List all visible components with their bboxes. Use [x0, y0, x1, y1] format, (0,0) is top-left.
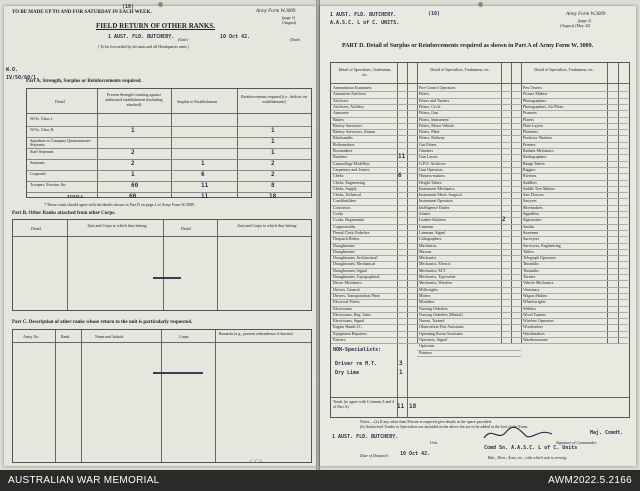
part-d-row-line — [521, 167, 628, 168]
part-d-trade: Despatch Riders — [333, 236, 360, 242]
part-d-trade: Plate Layers — [523, 122, 543, 128]
part-d-row-line — [521, 180, 628, 181]
date-label: (Date) — [290, 37, 301, 42]
part-d-trade: Draughtsmen, Signal — [333, 267, 367, 273]
part-d-trade: Armament Artificers — [333, 91, 367, 97]
part-d-trade: Plumbers — [523, 129, 539, 135]
non-specialist-surplus: 3 — [399, 360, 403, 367]
side-reference: W.O. IV/50/60/1. — [6, 67, 40, 81]
part-d-row-line — [521, 198, 628, 199]
part-d-trade: Draughtsmen — [333, 248, 355, 254]
part-a-row-line — [27, 181, 311, 182]
part-a-row-line — [27, 159, 311, 160]
part-c-col-army-no: Army No. — [23, 334, 40, 339]
part-a-strength: 1 — [131, 127, 135, 134]
part-b-col-unit: Unit and Corps to which they belong — [87, 223, 147, 228]
part-a-row-label: W.Os. Class II. — [30, 127, 55, 132]
part-d-trade: Fitters, Plant — [419, 129, 440, 135]
part-d-trade: Electricians, Reg. Units — [333, 311, 371, 317]
part-a-note: * These totals should agree with the details shown in Part D on page 2 of Army Form W.3009. — [44, 202, 195, 207]
part-d-trade: Equipment Repairers — [333, 330, 367, 336]
part-d-trade: Painters — [419, 349, 432, 355]
part-d-trade: Woodcutters — [523, 324, 544, 330]
part-d-trade: Instrument Operators — [419, 198, 454, 204]
part-d-trade: Nurses, Trained — [419, 318, 445, 324]
part-d-trade: Clerks, Engineering — [333, 179, 365, 185]
part-c-col-corps: Corps — [179, 334, 189, 339]
part-d-trade: Fitters and Turners — [419, 97, 450, 103]
part-d-trade: Electrical Fitters — [333, 299, 360, 305]
part-d-trade: Draughtsmen, Topographical — [333, 274, 380, 279]
part-d-trade: Photographers, Air Photo — [523, 103, 564, 109]
part-d-trade: Mechanics — [419, 255, 437, 261]
part-d-trade: Leather Stitchers — [419, 217, 447, 223]
part-d-trade: Fitters, Instrument — [419, 116, 449, 122]
part-d-trade: Battery Surveyors, Ammn. — [333, 129, 376, 135]
signature-unit: 1 AUST. FLD. BUTCHERY. — [332, 434, 399, 440]
form-page: (page 1) — [282, 15, 296, 20]
right-form-page: (page 2) — [578, 18, 592, 23]
part-d-trade: Wood Turners — [523, 311, 546, 317]
part-d-trade: Surveyors — [523, 236, 540, 242]
part-d-row-line — [521, 110, 628, 111]
part-b-col-detail-2: Detail — [181, 226, 191, 231]
right-form-date: (August) (May 42) — [560, 23, 591, 28]
part-d-row-line — [417, 350, 521, 351]
part-d-trade: Wheelwrights — [523, 299, 546, 305]
part-a-reinforcements: 2 — [271, 160, 275, 167]
part-d-row-line — [417, 293, 521, 294]
part-d-trade: Wireless Operators — [523, 318, 554, 324]
part-d-trade: Signwriters — [523, 217, 542, 223]
part-d-trade: Farriers — [333, 337, 346, 342]
part-b-col-detail: Detail — [31, 226, 41, 231]
signature-label: Signature of Commander. — [556, 440, 597, 445]
part-d-trade: Lithographers — [419, 236, 442, 242]
part-d-trade: Miners — [419, 292, 431, 298]
nil-dash-mark-2 — [153, 372, 203, 374]
part-d-trade: Veterinary — [523, 286, 540, 292]
part-a-totals-label: TOTALS — [67, 194, 83, 199]
signature-rank: Maj. Comdt. — [590, 430, 624, 436]
note-a: Notes.—(a) If any other than Private is required give details in the space provided. — [360, 419, 493, 424]
part-d-trade: Range Takers — [523, 160, 545, 166]
part-d-trade: Butchers — [333, 154, 348, 160]
part-d-trade: Tinsmiths — [523, 261, 539, 267]
col-detail: Detail — [55, 99, 65, 104]
d-col2-header: Detail of Specialists, Tradesmen, etc. — [430, 67, 490, 72]
unit-line: 1 AUST. FLD. BUTCHERY. — [108, 34, 175, 40]
part-d-trade: Mechanics, Typewriter — [419, 274, 456, 279]
part-d-trade: Sawyers — [523, 198, 537, 204]
part-d-trade: Observation Post Assistants — [419, 324, 464, 330]
part-d-trade: Cooks — [333, 211, 344, 216]
part-d-trade: Intelligence Duties — [419, 204, 450, 210]
formation-label: Bde., Divn., Area, etc., with which unit is serving — [488, 455, 567, 460]
part-d-trade: Nursing Orderlies — [419, 305, 448, 311]
part-d-trade: Pest Testers — [523, 85, 542, 90]
part-d-trade: Watchmakers — [523, 330, 545, 336]
part-d-row-line — [331, 211, 417, 212]
part-d-trade: Height Takers — [419, 179, 442, 185]
col-surplus: Surplus to Establishment — [177, 99, 217, 104]
formation: Comd Sn. A.A.S.C. L of C. Units — [484, 445, 578, 451]
part-b-table — [12, 219, 312, 311]
right-unit-line: 1 AUST. FLD. BUTCHERY. — [330, 12, 397, 18]
part-a-row-line — [27, 126, 311, 127]
part-d-trade: Welders — [523, 305, 537, 311]
part-d-trade: Joiners — [419, 211, 431, 216]
part-d-row-line — [417, 249, 521, 250]
part-a-row-label: Corporals — [30, 171, 46, 176]
part-c-col-remarks: Remarks (e.g., present whereabouts if known) — [219, 331, 293, 336]
part-d-trade: Camouflage Modellers — [333, 160, 370, 166]
page-number: (10) — [122, 4, 135, 10]
part-d-trade: Clerks, Technical — [333, 192, 361, 198]
part-c-col-name: Name and Initials — [95, 334, 124, 339]
part-d-trade: Saddlers — [523, 179, 537, 185]
part-d-trade: Electricians, Signal — [333, 318, 365, 324]
col-strength: Present Strength counting against authorised establishment (including attached) — [105, 92, 163, 107]
part-d-trade: Bootmakers — [333, 148, 353, 153]
part-d-trade: Instrument Mech. Surgical — [419, 192, 462, 198]
form-title: FIELD RETURN OF OTHER RANKS. — [96, 22, 215, 30]
part-a-reinforcements: 1 — [271, 138, 275, 145]
part-d-trade: Mechanics, Wireless — [419, 280, 453, 286]
part-d-trade: Fire Control Operators — [419, 85, 456, 90]
part-d-trade: Predictor Workers — [523, 135, 553, 141]
part-d-row-line — [417, 356, 521, 357]
part-d-trade: Tailors — [523, 248, 535, 254]
part-a-strength: 1 — [131, 171, 135, 178]
nil-dash-mark — [153, 277, 181, 279]
part-d-trade: Gun Layers — [419, 154, 438, 160]
part-c-heading: Part C. Description of other ranks whose return to the unit is particularly requested. — [12, 320, 193, 325]
part-d-trade: Harness-makers — [419, 173, 445, 179]
part-d-trade: Fitters, Motor Vehicle — [419, 122, 455, 128]
part-d-trade: Moulders — [419, 299, 435, 305]
part-a-surplus: 11 — [201, 182, 209, 189]
part-d-trade: Operating Room Assistants — [419, 330, 463, 336]
right-form-number: Army Form W.3009 — [566, 12, 606, 17]
part-d-trade: Electricians — [333, 305, 352, 311]
part-d-trade: Battery Surveyors — [333, 122, 362, 128]
part-b-heading: Part B. Other Ranks attached from other Corps. — [12, 211, 116, 216]
footer-bar — [0, 470, 640, 491]
top-note: TO BE MADE UP TO AND FOR SATURDAY IN EACH WEEK. — [12, 10, 152, 15]
return-date: 10 Oct 42. — [220, 34, 251, 40]
part-d-row-line — [417, 211, 521, 212]
part-d-row-line — [521, 142, 628, 143]
non-specialists-label: NON-Specialists: — [333, 347, 382, 353]
part-d-trade: Nursing Orderlies (Mental) — [419, 311, 463, 317]
footer-institution: AUSTRALIAN WAR MEMORIAL — [8, 475, 160, 486]
part-d-trade: Photographers — [523, 97, 547, 103]
form-date: (August) — [282, 20, 297, 25]
part-a-row-line — [27, 148, 311, 149]
part-d-trade: Boilermakers — [333, 141, 355, 147]
part-d-trade: Gun Operators — [419, 166, 443, 172]
part-d-trade: Masons — [419, 248, 432, 254]
despatch-label: Date of Despatch — [360, 453, 388, 458]
part-d-trade: Bakers — [333, 116, 345, 122]
part-d-trade: Driver Mechanics — [333, 280, 362, 286]
part-a-heading: Part A. Strength, Surplus or Reinforcements required. — [26, 79, 142, 84]
d-totals-label: Totals (to agree with Columns 3 and 4 of Part A) — [333, 399, 395, 409]
footer-accession-number: AWM2022.5.2166 — [548, 475, 632, 486]
part-d-trade: Gas Fitters — [419, 141, 437, 147]
part-a-total-surplus: 11 — [201, 193, 209, 200]
left-page — [4, 6, 316, 466]
part-d-trade: Mechanics, M.T. — [419, 267, 447, 273]
part-d-trade: Engine Hands I.C. — [333, 324, 363, 330]
part-d-trade: Tinsmiths — [523, 267, 539, 273]
part-d-trade: Picture Makers — [523, 91, 548, 97]
part-d-trade: Ammunition Examiners — [333, 85, 372, 90]
part-c-table — [12, 329, 312, 463]
part-d-row-line — [331, 173, 417, 174]
part-d-trade: Fitters, Gun — [419, 110, 439, 116]
part-d-trade: Printers — [523, 141, 536, 147]
part-d-row-line — [521, 117, 628, 118]
part-d-trade: Riggers — [523, 166, 536, 172]
form-number: Army Form W.3009 — [256, 9, 296, 14]
part-d-trade: Telegraph Operators — [523, 255, 556, 261]
part-d-trade: Draughtsmen, Architectural — [333, 255, 378, 261]
non-specialist-row: Dry Lime — [335, 370, 360, 376]
part-d-row-line — [521, 173, 628, 174]
part-d-trade: Lineman, Signal — [419, 229, 446, 235]
part-d-trade: Warehousemen — [523, 337, 548, 342]
part-d-surplus: 2 — [502, 216, 506, 224]
part-a-row-label: Staff Serjeants — [30, 149, 54, 154]
part-d-trade: Millwrights — [419, 286, 438, 292]
part-a-reinforcements: 2 — [271, 171, 275, 178]
part-d-trade: Vehicle Mechanics — [523, 280, 554, 286]
punch-hole-2 — [478, 2, 483, 7]
part-a-reinforcements: 8 — [271, 182, 275, 189]
part-a-row-label: Serjeants — [30, 160, 45, 165]
part-d-trade: Dental Clerk Orderlies — [333, 229, 370, 235]
right-page — [320, 6, 636, 466]
part-d-trade: Draughtsmen, Mechanical — [333, 261, 376, 267]
d-total-required: 18 — [409, 403, 417, 410]
forward-note: [ To be forwarded by all units and all Headquarter units ] — [98, 44, 190, 49]
col-reinforcements: Reinforcements required (i.e., deficits on establishment) — [241, 94, 307, 104]
part-d-trade: Saddle Tree Makers — [523, 185, 555, 191]
part-d-trade: Drivers, General — [333, 286, 360, 292]
part-d-row-line — [521, 274, 628, 275]
part-a-row-label: W.Os. Class I. — [30, 116, 53, 121]
part-d-trade: Signallers — [523, 211, 539, 216]
part-d-trade: Turners — [523, 274, 536, 279]
part-d-trade: Opticians — [419, 343, 435, 349]
part-d-row-line — [521, 343, 628, 344]
part-d-trade: Wagon Makers — [523, 292, 548, 298]
part-d-trade: Radiographers — [523, 154, 547, 160]
part-d-trade: Clerks — [333, 173, 344, 179]
part-d-trade: Operators, Signal — [419, 337, 447, 342]
part-a-surplus: 1 — [201, 160, 205, 167]
part-d-row-line — [521, 224, 628, 225]
part-d-trade: Coachbuilders — [333, 198, 357, 204]
part-d-trade: Saw Doctors — [523, 192, 544, 198]
part-d-row-line — [331, 343, 417, 344]
part-d-heading: PART D. Detail of Surplus or Reinforcements required as shown in Part A of Army Form W. 3009. — [342, 43, 594, 49]
part-a-surplus: 6 — [201, 171, 205, 178]
part-d-trade: Riveters — [523, 173, 537, 179]
part-d-trade: Cooks, Regimental — [333, 217, 364, 223]
part-d-row-line — [521, 306, 628, 307]
part-d-trade: Platers — [523, 116, 534, 122]
part-d-row-line — [521, 249, 628, 250]
part-d-trade: Mechanics, Electric — [419, 261, 451, 267]
part-d-surplus: 6 — [398, 172, 402, 180]
part-d-trade: Fitters, Cycle — [419, 103, 441, 109]
part-a-table — [26, 88, 312, 198]
part-b-col-unit-2: Unit and Corps to which they belong — [237, 223, 297, 228]
part-d-trade: Lineman — [419, 223, 434, 229]
part-d-trade: Grinders — [419, 148, 433, 153]
part-a-row-label: Troopers, Privates, &c. — [30, 182, 68, 187]
signature-unit-label: Unit. — [430, 440, 439, 445]
part-d-trade: Radiant Mechanics — [523, 148, 554, 153]
unit-label: (Unit) — [178, 37, 188, 42]
part-a-total-reinforcements: 18 — [269, 193, 277, 200]
part-d-trade: Smiths — [523, 223, 535, 229]
despatch-date: 10 Oct 42. — [400, 451, 431, 457]
part-d-trade: Artificers — [333, 97, 349, 103]
part-d-trade: Pioneers — [523, 110, 537, 116]
part-a-reinforcements: 1 — [271, 149, 275, 156]
part-d-trade: Fitters — [419, 91, 430, 97]
part-a-row-line — [27, 170, 311, 171]
non-specialist-row: Driver re M.T. — [335, 361, 378, 367]
part-a-strength: 60 — [131, 182, 139, 189]
part-a-total-strength: 60 — [129, 193, 137, 200]
stamp-mark: C.C.S — [250, 460, 262, 465]
part-d-trade: Blacksmiths — [333, 135, 353, 141]
part-a-strength: 2 — [131, 149, 135, 156]
part-d-row-line — [417, 91, 521, 92]
d-total-surplus: 11 — [397, 403, 405, 410]
part-d-trade: Machinists — [419, 242, 437, 248]
part-d-trade: Draughtsmen — [333, 242, 355, 248]
part-d-trade: Coppersmiths — [333, 223, 356, 229]
note-b: (b) Authorised Trades or Specialists not included in the above list are to be added at the foot of the Form. — [360, 424, 529, 429]
part-d-trade: Storemen — [523, 229, 539, 235]
part-d-trade: Surveyors, Engineering — [523, 242, 561, 248]
part-a-strength: 2 — [131, 160, 135, 167]
non-specialist-surplus: 1 — [399, 369, 403, 376]
punch-hole — [158, 2, 163, 7]
right-page-number: (10) — [428, 11, 441, 17]
part-d-trade: Clerks, Supply — [333, 185, 357, 191]
part-d-trade: Instrument Mechanics — [419, 185, 455, 191]
part-d-trade: Armourer — [333, 110, 349, 116]
part-d-trade: Concretors — [333, 204, 351, 210]
part-d-trade: Artificers, Artillery — [333, 103, 364, 109]
part-d-surplus: 11 — [398, 153, 406, 161]
part-d-trade: G.P.O. Artificers — [419, 160, 446, 166]
d-col1-header: Detail of Specialists, Tradesmen, etc. — [338, 67, 392, 77]
part-a-row-label: Squadron or Company Quartermaster-Serjeants — [30, 138, 92, 147]
part-d-trade: Fitters, Railway — [419, 135, 445, 141]
part-d-trade: Drivers, Transportation Plant — [333, 292, 380, 298]
part-a-reinforcements: 1 — [271, 127, 275, 134]
right-unit-line-2: A.A.S.C. L of C. UNITS. — [330, 20, 400, 26]
part-c-col-rank: Rank — [61, 334, 70, 339]
part-d-trade: Carpenters and Joiners — [333, 166, 370, 172]
d-col3-header: Detail of Specialists, Tradesmen, etc. — [534, 67, 594, 72]
part-d-trade: Shoemakers — [523, 204, 543, 210]
part-d-table — [330, 62, 630, 418]
